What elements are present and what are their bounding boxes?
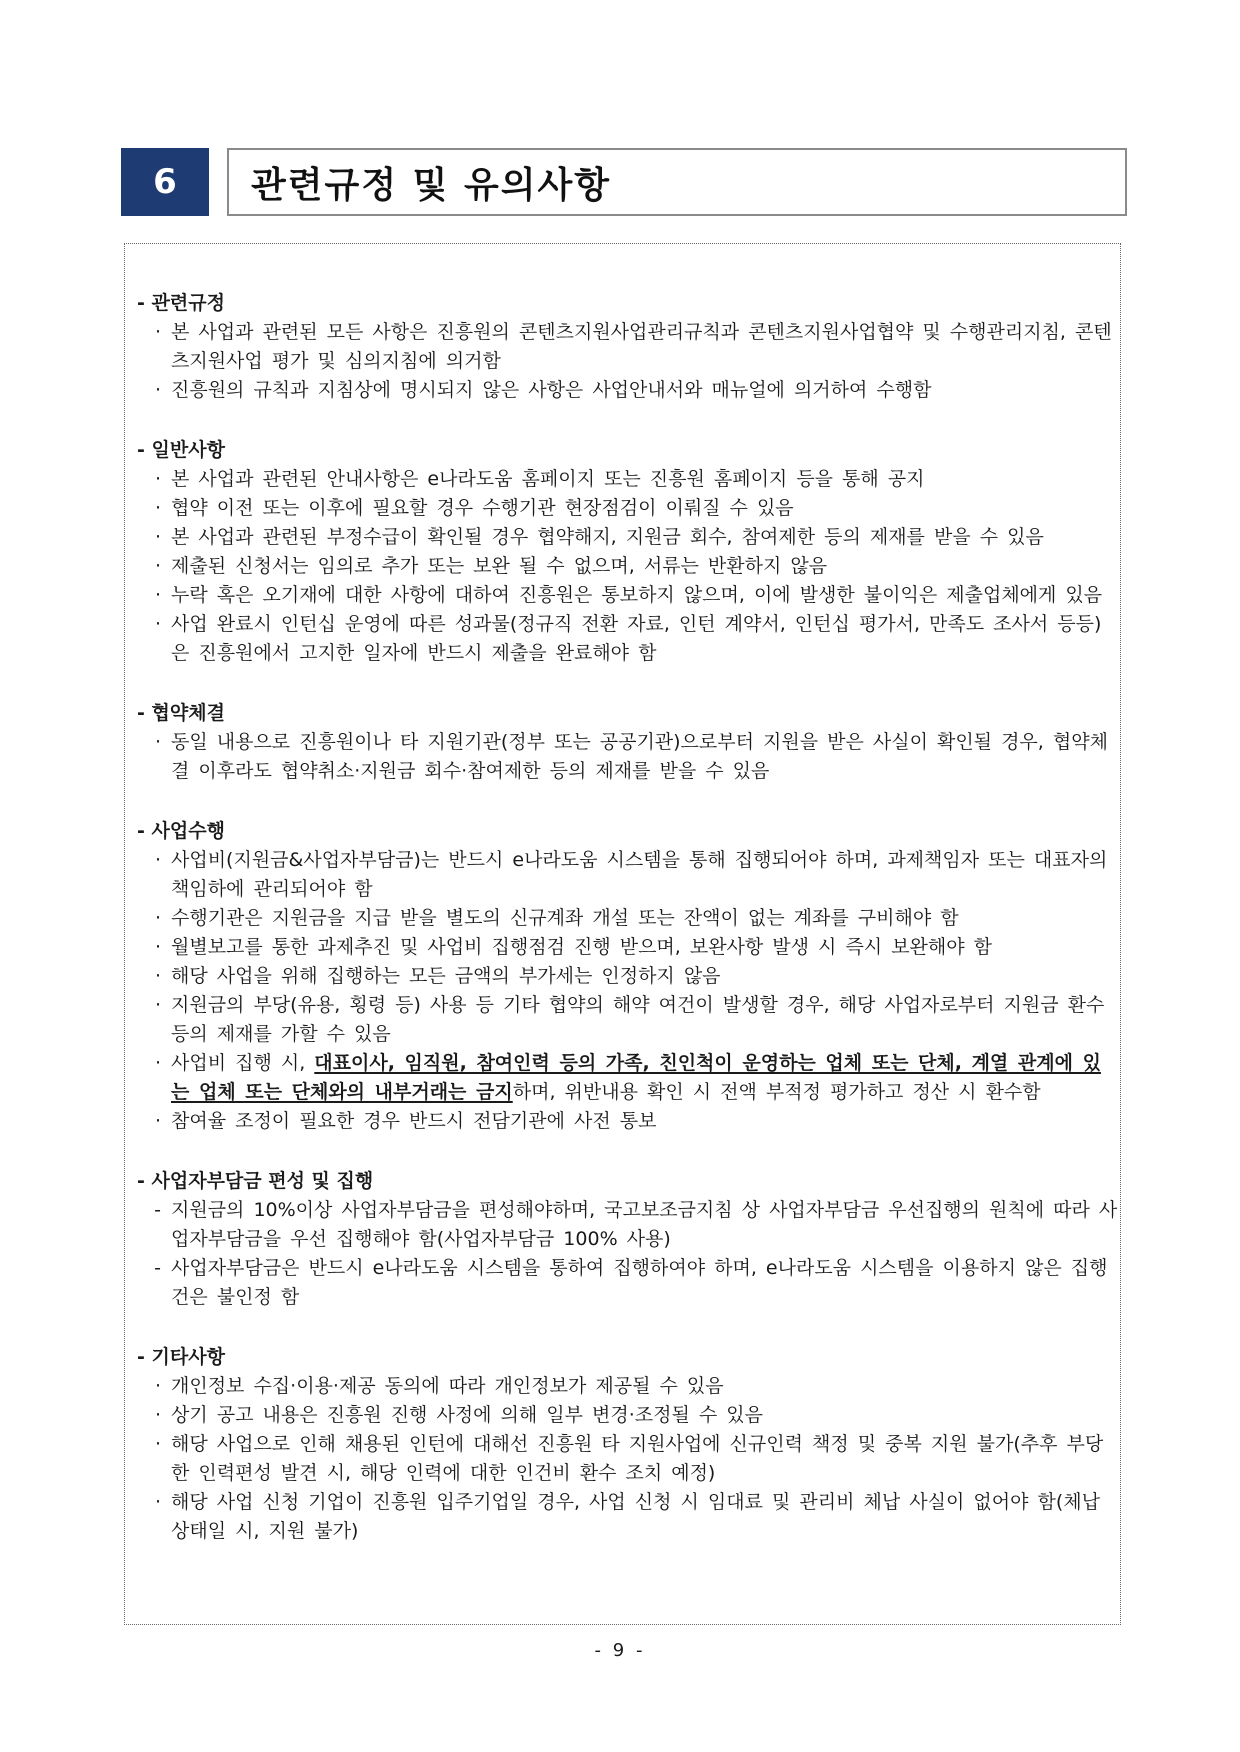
bullet-marker: · bbox=[154, 907, 161, 929]
item-text: 해당 사업으로 인해 채용된 인턴에 대해선 진흥원 타 지원사업에 신규인력 책정 및 중복 지원 불가(추후 부당한 인력편성 발견 시, 해당 인력에 대한 인건비 환수 조치 예정) bbox=[171, 1433, 1104, 1484]
list-item bbox=[137, 581, 1119, 610]
item-text: 상기 공고 내용은 진흥원 진행 사정에 의해 일부 변경·조정될 수 있음 bbox=[171, 1404, 763, 1426]
bullet-marker: · bbox=[154, 1375, 161, 1397]
list-item bbox=[137, 494, 1119, 523]
list-item bbox=[137, 1049, 1119, 1107]
bullet-marker: · bbox=[154, 1052, 161, 1074]
list-item bbox=[137, 610, 1119, 668]
rule-group bbox=[137, 817, 1119, 1136]
list-item bbox=[137, 991, 1119, 1049]
rule-group bbox=[137, 699, 1119, 786]
list-item bbox=[137, 1254, 1119, 1312]
item-text: 진흥원의 규칙과 지침상에 명시되지 않은 사항은 사업안내서와 매뉴얼에 의거하여 수행함 bbox=[171, 379, 932, 401]
list-item bbox=[137, 962, 1119, 991]
list-item bbox=[137, 318, 1119, 376]
group-title: - 협약체결 bbox=[137, 702, 225, 724]
list-item bbox=[137, 933, 1119, 962]
emphasized-prohibition-text: 대표이사, 임직원, 참여인력 등의 가족, 친인척이 운영하는 업체 또는 단체, 계열 관계에 있는 업체 또는 단체와의 내부거래는 금지 bbox=[171, 1052, 1101, 1103]
item-text: 지원금의 부당(유용, 횡령 등) 사용 등 기타 협약의 해약 여건이 발생할 경우, 해당 사업자로부터 지원금 환수 등의 제재를 가할 수 있음 bbox=[171, 994, 1105, 1045]
item-text: 본 사업과 관련된 모든 사항은 진흥원의 콘텐츠지원사업관리규칙과 콘텐츠지원사업협약 및 수행관리지침, 콘텐츠지원사업 평가 및 심의지침에 의거함 bbox=[171, 321, 1112, 372]
list-item bbox=[137, 1196, 1119, 1254]
list-item bbox=[137, 728, 1119, 786]
bullet-marker: · bbox=[154, 468, 161, 490]
group-title: - 관련규정 bbox=[137, 292, 225, 314]
item-text bbox=[171, 1049, 1119, 1107]
rule-group bbox=[137, 1167, 1119, 1312]
bullet-marker: · bbox=[154, 555, 161, 577]
item-text: 누락 혹은 오기재에 대한 사항에 대하여 진흥원은 통보하지 않으며, 이에 발생한 불이익은 제출업체에게 있음 bbox=[171, 584, 1103, 606]
item-text-lead: 사업비 집행 시, bbox=[171, 1052, 315, 1074]
bullet-marker: · bbox=[154, 321, 161, 343]
bullet-marker: · bbox=[154, 584, 161, 606]
bullet-marker: · bbox=[154, 497, 161, 519]
bullet-marker: · bbox=[154, 1433, 161, 1455]
bullet-marker: · bbox=[154, 613, 161, 635]
content-box bbox=[124, 243, 1121, 1625]
group-title: - 기타사항 bbox=[137, 1346, 225, 1368]
bullet-marker: · bbox=[154, 1491, 161, 1513]
bullet-marker: · bbox=[154, 731, 161, 753]
item-text: 참여율 조정이 필요한 경우 반드시 전담기관에 사전 통보 bbox=[171, 1110, 657, 1132]
bullet-marker: · bbox=[154, 849, 161, 871]
item-text: 사업자부담금은 반드시 e나라도움 시스템을 통하여 집행하여야 하며, e나라도움 시스템을 이용하지 않은 집행 건은 불인정 함 bbox=[171, 1257, 1108, 1308]
group-title: - 사업수행 bbox=[137, 820, 225, 842]
page-number: - 9 - bbox=[594, 1640, 646, 1661]
list-item bbox=[137, 1107, 1119, 1136]
item-text: 동일 내용으로 진흥원이나 타 지원기관(정부 또는 공공기관)으로부터 지원을 받은 사실이 확인될 경우, 협약체결 이후라도 협약취소·지원금 회수·참여제한 등의 제재를 받을 수 있음 bbox=[171, 731, 1108, 782]
content-list bbox=[137, 289, 1119, 1577]
section-header bbox=[121, 148, 1127, 216]
list-item bbox=[137, 552, 1119, 581]
list-item bbox=[137, 1401, 1119, 1430]
item-text: 본 사업과 관련된 부정수급이 확인될 경우 협약해지, 지원금 회수, 참여제한 등의 제재를 받을 수 있음 bbox=[171, 526, 1044, 548]
item-text: 지원금의 10%이상 사업자부담금을 편성해야하며, 국고보조금지침 상 사업자부담금 우선집행의 원칙에 따라 사업자부담금을 우선 집행해야 함(사업자부담금 100% 사용) bbox=[171, 1199, 1118, 1250]
item-text: 사업비(지원금&사업자부담금)는 반드시 e나라도움 시스템을 통해 집행되어야 하며, 과제책임자 또는 대표자의 책임하에 관리되어야 함 bbox=[171, 849, 1108, 900]
bullet-marker: · bbox=[154, 526, 161, 548]
bullet-marker: - bbox=[154, 1257, 161, 1279]
group-title: - 사업자부담금 편성 및 집행 bbox=[137, 1170, 374, 1192]
bullet-marker: · bbox=[154, 379, 161, 401]
list-item bbox=[137, 523, 1119, 552]
bullet-marker: · bbox=[154, 1110, 161, 1132]
bullet-marker: · bbox=[154, 936, 161, 958]
item-text: 해당 사업을 위해 집행하는 모든 금액의 부가세는 인정하지 않음 bbox=[171, 965, 721, 987]
list-item bbox=[137, 465, 1119, 494]
item-text-tail: 하며, 위반내용 확인 시 전액 부적정 평가하고 정산 시 환수함 bbox=[512, 1081, 1041, 1103]
rule-group bbox=[137, 1343, 1119, 1546]
list-item bbox=[137, 1488, 1119, 1546]
rule-group bbox=[137, 289, 1119, 405]
list-item bbox=[137, 846, 1119, 904]
section-title-box bbox=[227, 148, 1127, 216]
rule-group bbox=[137, 436, 1119, 668]
item-text: 제출된 신청서는 임의로 추가 또는 보완 될 수 없으며, 서류는 반환하지 않음 bbox=[171, 555, 828, 577]
item-text: 개인정보 수집·이용·제공 동의에 따라 개인정보가 제공될 수 있음 bbox=[171, 1375, 724, 1397]
list-item bbox=[137, 1372, 1119, 1401]
item-text: 사업 완료시 인턴십 운영에 따른 성과물(정규직 전환 자료, 인턴 계약서, 인턴십 평가서, 만족도 조사서 등등)은 진흥원에서 고지한 일자에 반드시 제출을 완료해야 함 bbox=[171, 613, 1102, 664]
item-text: 월별보고를 통한 과제추진 및 사업비 집행점검 진행 받으며, 보완사항 발생 시 즉시 보완해야 함 bbox=[171, 936, 993, 958]
bullet-marker: - bbox=[154, 1199, 161, 1221]
section-number-badge: 6 bbox=[121, 148, 209, 216]
list-item bbox=[137, 904, 1119, 933]
bullet-marker: · bbox=[154, 1404, 161, 1426]
bullet-marker: · bbox=[154, 994, 161, 1016]
list-item bbox=[137, 1430, 1119, 1488]
group-title: - 일반사항 bbox=[137, 439, 225, 461]
list-item bbox=[137, 376, 1119, 405]
item-text: 수행기관은 지원금을 지급 받을 별도의 신규계좌 개설 또는 잔액이 없는 계좌를 구비해야 함 bbox=[171, 907, 959, 929]
item-text: 협약 이전 또는 이후에 필요할 경우 수행기관 현장점검이 이뤄질 수 있음 bbox=[171, 497, 794, 519]
section-title: 관련규정 및 유의사항 bbox=[251, 164, 612, 206]
bullet-marker: · bbox=[154, 965, 161, 987]
item-text: 해당 사업 신청 기업이 진흥원 입주기업일 경우, 사업 신청 시 임대료 및 관리비 체납 사실이 없어야 함(체납 상태일 시, 지원 불가) bbox=[171, 1491, 1100, 1542]
item-text: 본 사업과 관련된 안내사항은 e나라도움 홈페이지 또는 진흥원 홈페이지 등을 통해 공지 bbox=[171, 468, 925, 490]
